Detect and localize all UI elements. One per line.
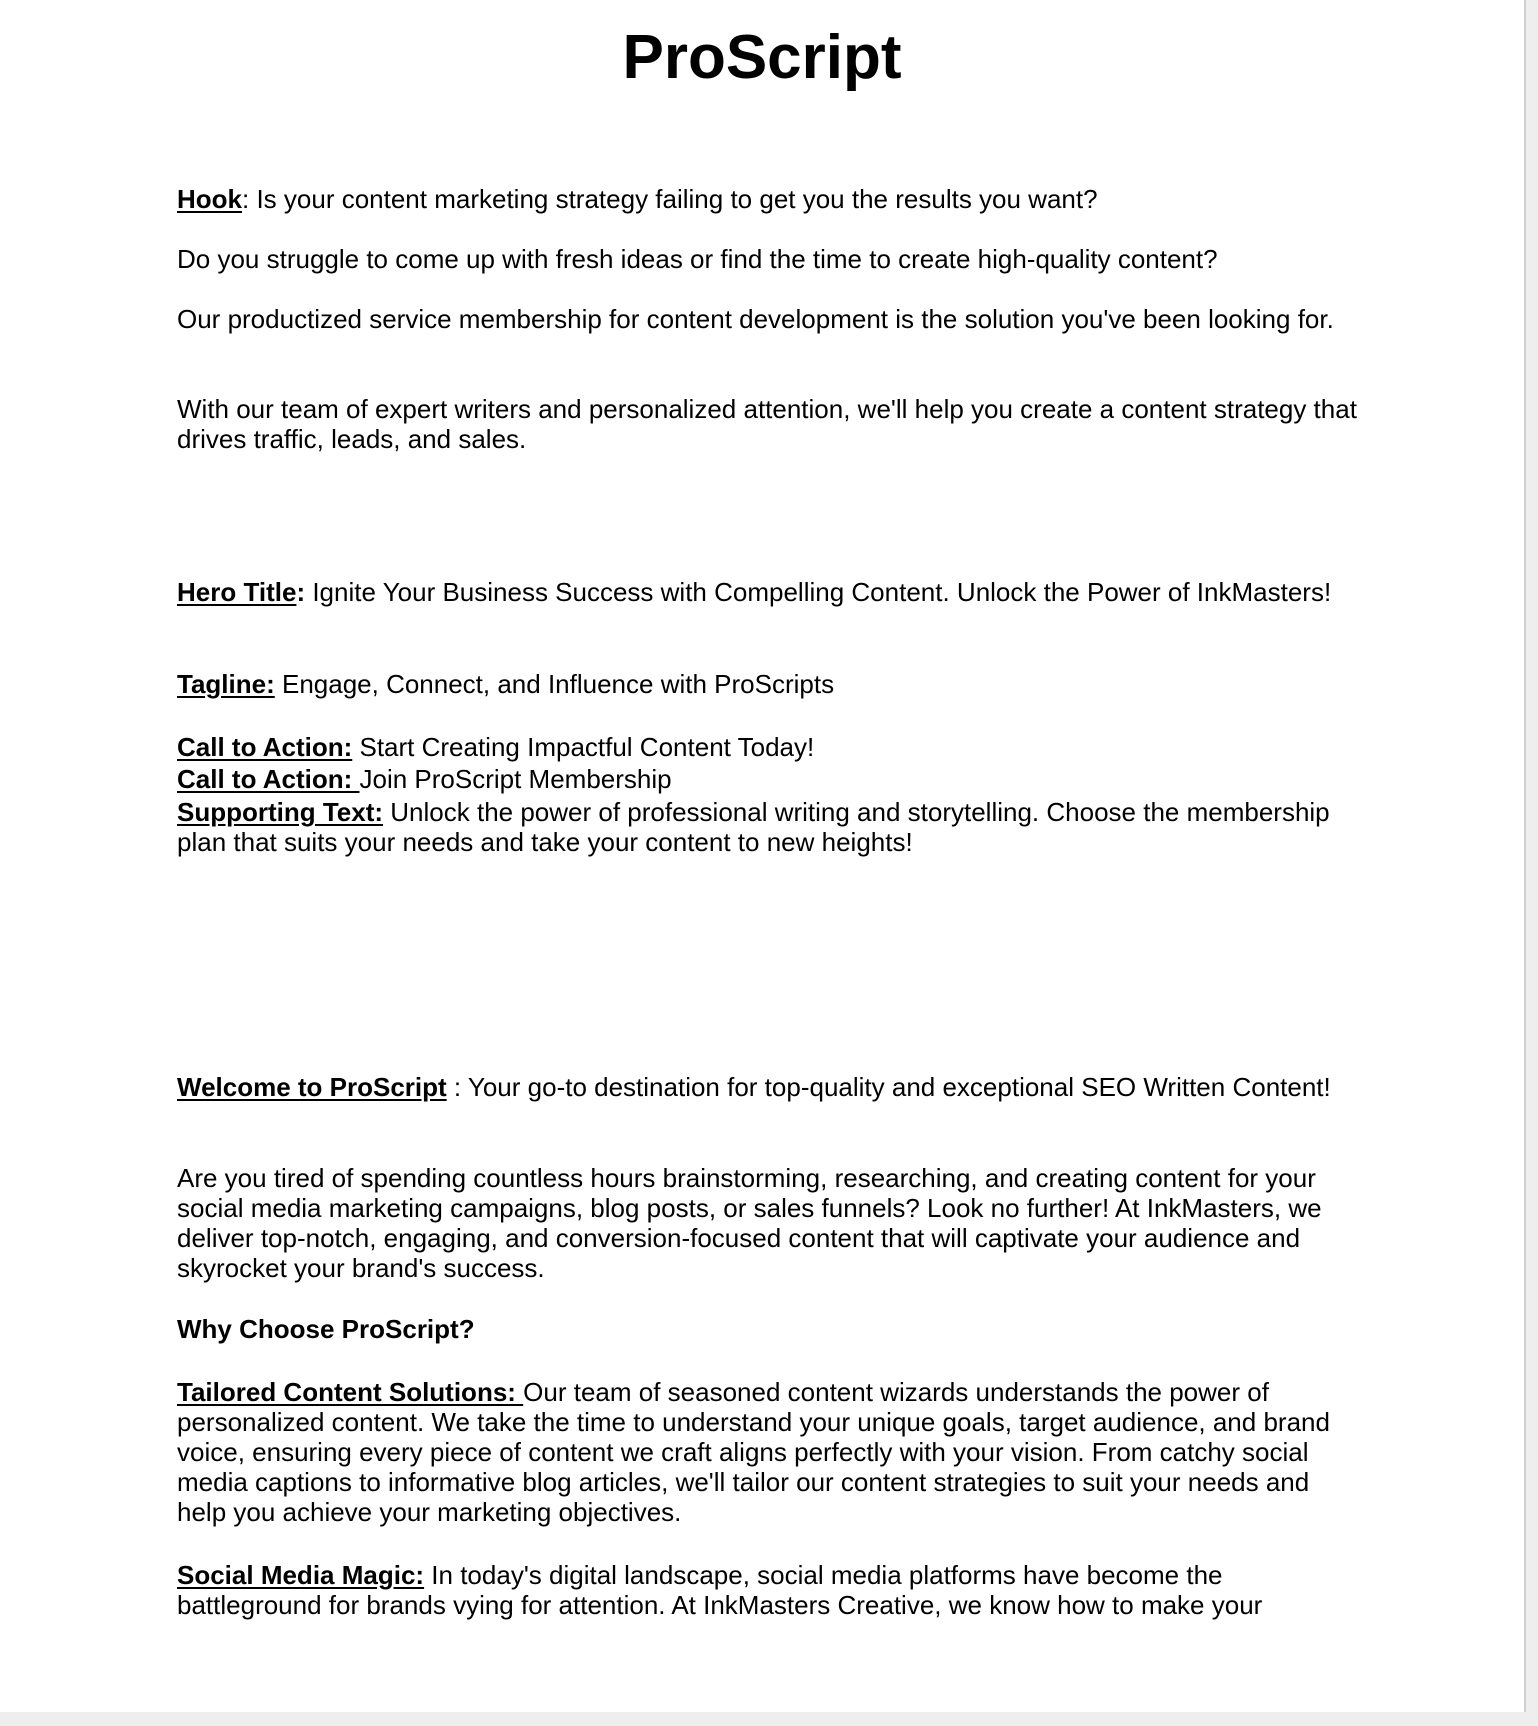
why-choose-heading: Why Choose ProScript? <box>177 1314 475 1344</box>
supporting-text-paragraph <box>177 797 1357 857</box>
hook-paragraph <box>177 184 1357 214</box>
cta-text-1: Start Creating Impactful Content Today! <box>352 732 815 762</box>
welcome-paragraph <box>177 1072 1357 1102</box>
cta-label-1: Call to Action: <box>177 732 353 762</box>
cta-paragraph-1 <box>177 732 1357 762</box>
page-edge-divider <box>1524 0 1526 1712</box>
supporting-text-body: Unlock the power of professional writing and storytelling. Choose the membership plan that suits your needs and take your content to new heights! <box>177 797 1330 857</box>
hook-text: : Is your content marketing strategy failing to get you the results you want? <box>242 184 1098 214</box>
tagline-paragraph <box>177 669 1357 699</box>
tailored-content-text: Our team of seasoned content wizards understands the power of personalized content. We take the time to understand your unique goals, target audience, and brand voice, ensuring every piece of content we craft aligns perfectly with your vision. From catchy social media captions to informative blog articles, we'll tailor our content strategies to suit your needs and help you achieve your marketing objectives. <box>177 1377 1330 1527</box>
supporting-text-label: Supporting Text: <box>177 797 384 827</box>
hero-title-colon: : <box>296 577 306 607</box>
social-media-text: In today's digital landscape, social media platforms have become the battleground for brands vying for attention. At InkMasters Creative, we know how to make your <box>177 1560 1263 1620</box>
tagline-text: Engage, Connect, and Influence with ProScripts <box>274 669 835 699</box>
tailored-content-label: Tailored Content Solutions: <box>177 1377 524 1407</box>
social-media-paragraph <box>177 1560 1357 1620</box>
cta-label-2: Call to Action: <box>177 764 360 794</box>
tagline-label: Tagline: <box>177 669 275 699</box>
welcome-label: Welcome to ProScript <box>177 1072 447 1102</box>
document-title: ProScript <box>622 23 902 92</box>
cta-paragraph-2 <box>177 764 1357 794</box>
hook-paragraph-4: With our team of expert writers and personalized attention, we'll help you create a content strategy that drives traffic, leads, and sales. <box>177 394 1357 454</box>
hero-title-label: Hero Title <box>177 577 297 607</box>
hook-label: Hook <box>177 184 242 214</box>
cta-text-2: Join ProScript Membership <box>359 764 672 794</box>
social-media-label: Social Media Magic: <box>177 1560 425 1590</box>
hook-paragraph-2: Do you struggle to come up with fresh ideas or find the time to create high-quality content? <box>177 244 1218 274</box>
hook-paragraph-3: Our productized service membership for content development is the solution you've been looking for. <box>177 304 1334 334</box>
welcome-intro-paragraph: Are you tired of spending countless hours brainstorming, researching, and creating content for your social media marketing campaigns, blog posts, or sales funnels? Look no further! At InkMasters, we deliver top-notch, engaging, and conversion-focused content that will captivate your audience and skyrocket your brand's success. <box>177 1163 1322 1283</box>
hero-title-text: Ignite Your Business Success with Compelling Content. Unlock the Power of InkMasters! <box>305 577 1332 607</box>
tailored-content-paragraph <box>177 1377 1357 1527</box>
hero-title-paragraph <box>177 577 1357 607</box>
welcome-text: : Your go-to destination for top-quality and exceptional SEO Written Content! <box>446 1072 1331 1102</box>
